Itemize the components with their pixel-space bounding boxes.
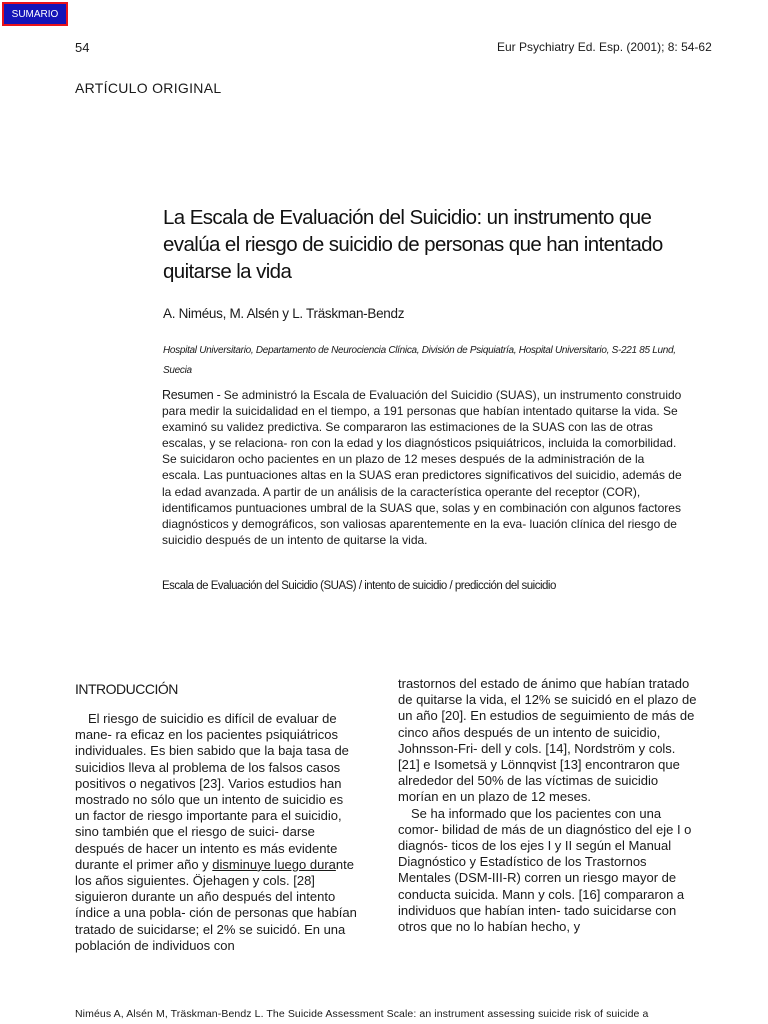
abstract — [162, 387, 682, 548]
article-authors: A. Niméus, M. Alsén y L. Träskman-Bendz — [163, 306, 405, 321]
author-affiliation: Hospital Universitario, Departamento de Neurociencia Clínica, División de Psiquiatría, Hospital Universitario, S-221 85 Lund, Suecia — [163, 345, 676, 376]
body-paragraph: trastornos del estado de ánimo que habían tratado de quitarse la vida, el 12% se suicidó en el plazo de un año [20]. En estudios de seguimiento de más de cinco años después de un intento de suicidio, Johnsson-Fri- dell y cols. [14], Nordström y cols. [21] e Isometsä y Lönnqvist [13] encontraron que alrededor del 50% de las víctimas de suicidio morían en un plazo de 12 meses. — [398, 676, 697, 805]
journal-citation: Eur Psychiatry Ed. Esp. (2001); 8: 54-62 — [497, 40, 712, 54]
abstract-text: Se administró la Escala de Evaluación del Suicidio (SUAS), un instrumento construido para medir la suicidalidad en el tiempo, a 191 personas que habían intentado quitarse la vida. Se examinó su validez predictiva. Se compararon las estimaciones de la SUAS con las de otras escalas, y se relaciona- ron con la edad y los diagnósticos psiquiátricos, incluida la comorbilidad. Se suicidaron ocho pacientes en un plazo de 12 meses después de la administración de la escala. Las puntuaciones altas en la SUAS eran predictores significativos del suicidio, además de la edad avanzada. A partir de un análisis de la característica operante del receptor (COR), identificamos puntuaciones umbral de la SUAS que, solas y en combinación con algunos factores diagnósticos y demográficos, son valiosas aparentemente en la eva- luación clínica del riesgo de suicidio después de un intento de quitarse la vida. — [162, 388, 682, 547]
body-paragraph — [75, 711, 360, 954]
page-number: 54 — [75, 40, 90, 55]
introduction-heading: INTRODUCCIÓN — [75, 681, 178, 697]
body-paragraph: Se ha informado que los pacientes con una comor- bilidad de más de un diagnóstico del eje I o diagnós- ticos de los ejes I y II según el Manual Diagnóstico y Estadístico de los Trastornos Mentales (DSM-III-R) corren un riesgo mayor de conducta suicida. Mann y cols. [16] compararon a individuos que habían inten- tado suicidarse con otros que no lo habían hecho, y — [398, 805, 692, 935]
body-text: nte los años siguientes. Öjehagen y cols. [28] siguieron durante un año después del intento índice a una pobla- ción de personas que habían tratado de suicidarse; el 2% se suicidó. En una población de individuos con — [75, 856, 357, 953]
body-column-left — [75, 711, 360, 954]
sumario-button[interactable]: SUMARIO — [2, 2, 68, 26]
body-column-right — [398, 676, 698, 935]
abstract-label: Resumen - — [162, 388, 221, 402]
article-title: La Escala de Evaluación del Suicidio: un instrumento que evalúa el riesgo de suicidio de personas que han intentado quitarse la vida — [163, 206, 663, 283]
section-label: ARTÍCULO ORIGINAL — [75, 80, 222, 96]
keywords: Escala de Evaluación del Suicidio (SUAS) / intento de suicidio / predicción del suicidio — [162, 580, 556, 592]
body-text: El riesgo de suicidio es difícil de evaluar de mane- ra eficaz en los pacientes psiquiátricos individuales. Es bien sabido que la baja tasa de suicidios lleva al problema de los falsos casos positivos o negativos [23]. Varios estudios han mostrado no sólo que un intento de suicidio es un factor de riesgo importante para el suicidio, sino también que el riesgo de suici- darse después de hacer un intento es más evidente durante el primer año y — [75, 711, 349, 872]
underlined-text: disminuye luego dura — [212, 856, 336, 872]
footer-citation: Niméus A, Alsén M, Träskman-Bendz L. The Suicide Assessment Scale: an instrument assessing suicide risk of suicide a — [75, 1008, 649, 1020]
